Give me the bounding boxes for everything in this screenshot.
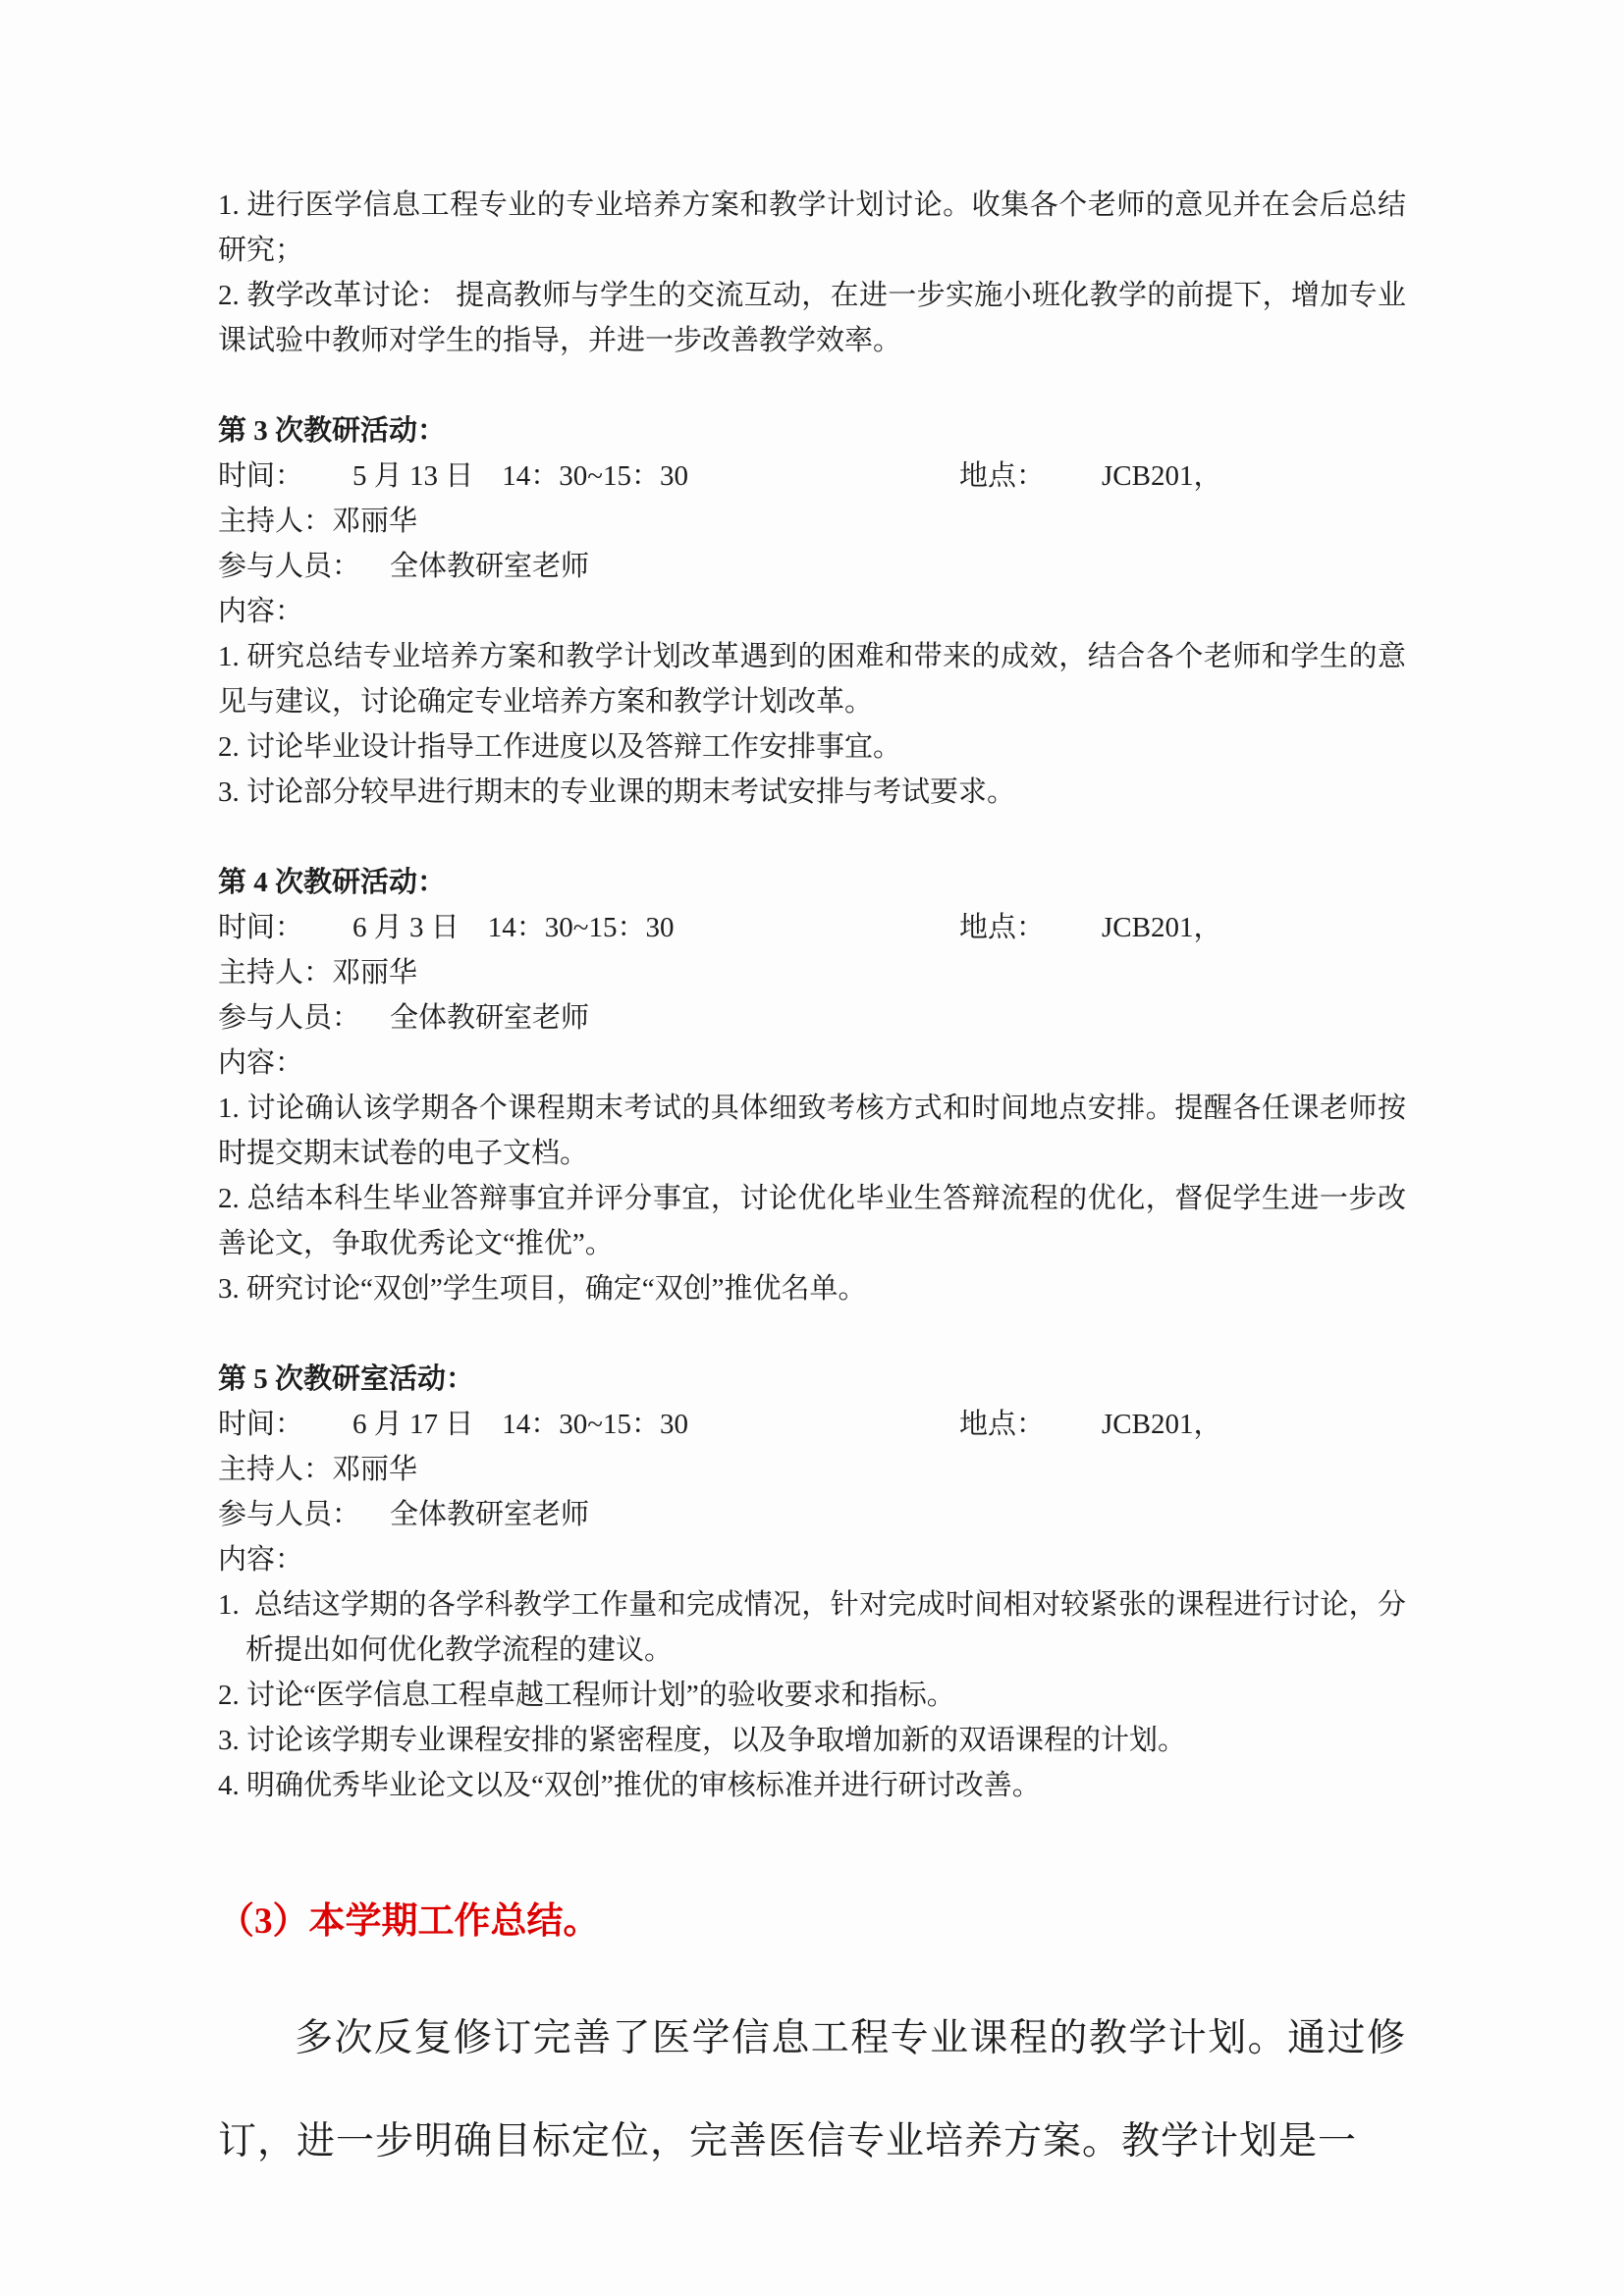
meeting-section-4 xyxy=(218,860,1406,1311)
meeting-4-place xyxy=(959,905,1222,950)
time-label: 时间： xyxy=(218,912,304,943)
place-label: 地点： xyxy=(959,460,1046,492)
meeting-5-host-row xyxy=(218,1447,1406,1492)
place-value: JCB201， xyxy=(1102,912,1222,943)
meeting-4-time-row xyxy=(218,905,1406,950)
participants-value: 全体教研室老师 xyxy=(390,1499,590,1530)
meeting-5-item-3: 3. 讨论该学期专业课程安排的紧密程度，以及争取增加新的双语课程的计划。 xyxy=(218,1725,1187,1756)
meeting-4-host-row xyxy=(218,950,1406,995)
meeting-3-participants-row xyxy=(218,544,1406,589)
meeting-3-title: 第 3 次教研活动： xyxy=(218,415,447,447)
host-label: 主持人： xyxy=(218,506,333,537)
time-value: 6 月 3 日 14：30~15：30 xyxy=(352,912,675,943)
meeting-5-participants-row xyxy=(218,1492,1406,1537)
meeting-4-title: 第 4 次教研活动： xyxy=(218,867,447,898)
place-label: 地点： xyxy=(959,912,1046,943)
participants-label: 参与人员： xyxy=(218,1499,361,1530)
meeting-5-item-2: 2. 讨论“医学信息工程卓越工程师计划”的验收要求和指标。 xyxy=(218,1680,955,1711)
host-value: 邓丽华 xyxy=(332,957,418,988)
content-label: 内容： xyxy=(218,1544,304,1575)
intro-item-2: 2. 教学改革讨论： 提高教师与学生的交流互动，在进一步实施小班化教学的前提下，增加专业课试验中教师对学生的指导，并进一步改善教学效率。 xyxy=(218,280,1406,356)
summary-heading: （3）本学期工作总结。 xyxy=(218,1901,600,1942)
meeting-5-time-row xyxy=(218,1402,1406,1447)
meeting-5-time xyxy=(218,1402,959,1447)
time-label: 时间： xyxy=(218,460,304,492)
meeting-3-time xyxy=(218,454,959,499)
host-label: 主持人： xyxy=(218,957,333,988)
content-label: 内容： xyxy=(218,596,304,627)
intro-list xyxy=(218,183,1406,363)
host-value: 邓丽华 xyxy=(332,506,418,537)
meeting-4-participants-row xyxy=(218,995,1406,1041)
intro-item-1: 1. 进行医学信息工程专业的专业培养方案和教学计划讨论。收集各个老师的意见并在会后总结研究； xyxy=(218,189,1406,266)
participants-value: 全体教研室老师 xyxy=(390,551,590,582)
meeting-3-item-2: 2. 讨论毕业设计指导工作进度以及答辩工作安排事宜。 xyxy=(218,731,902,763)
place-value: JCB201， xyxy=(1102,1409,1222,1440)
meeting-5-place xyxy=(959,1402,1222,1447)
meeting-4-item-2: 2. 总结本科生毕业答辩事宜并评分事宜，讨论优化毕业生答辩流程的优化，督促学生进一步改善论文，争取优秀论文“推优”。 xyxy=(218,1183,1406,1259)
time-label: 时间： xyxy=(218,1409,304,1440)
meeting-3-time-row xyxy=(218,454,1406,499)
participants-label: 参与人员： xyxy=(218,551,361,582)
meeting-section-3 xyxy=(218,408,1406,815)
meeting-5-item-4: 4. 明确优秀毕业论文以及“双创”推优的审核标准并进行研讨改善。 xyxy=(218,1770,1041,1801)
host-label: 主持人： xyxy=(218,1454,333,1485)
time-value: 6 月 17 日 14：30~15：30 xyxy=(352,1409,688,1440)
meeting-4-content-row xyxy=(218,1041,1406,1086)
meeting-3-content-row xyxy=(218,589,1406,634)
participants-label: 参与人员： xyxy=(218,1002,361,1034)
meeting-3-place xyxy=(959,454,1222,499)
time-value: 5 月 13 日 14：30~15：30 xyxy=(352,460,688,492)
meeting-5-item-1: 1. 总结这学期的各学科教学工作量和完成情况，针对完成时间相对较紧张的课程进行讨论，分析提出如何优化教学流程的建议。 xyxy=(218,1589,1406,1666)
content-label: 内容： xyxy=(218,1047,304,1079)
meeting-5-content-row xyxy=(218,1537,1406,1582)
meeting-section-5 xyxy=(218,1357,1406,1808)
meeting-4-time xyxy=(218,905,959,950)
meeting-3-item-3: 3. 讨论部分较早进行期末的专业课的期末考试安排与考试要求。 xyxy=(218,776,1016,808)
meeting-3-host-row xyxy=(218,499,1406,544)
place-label: 地点： xyxy=(959,1409,1046,1440)
host-value: 邓丽华 xyxy=(332,1454,418,1485)
meeting-5-title: 第 5 次教研室活动： xyxy=(218,1363,475,1395)
meeting-4-item-1: 1. 讨论确认该学期各个课程期末考试的具体细致考核方式和时间地点安排。提醒各任课老师按时提交期末试卷的电子文档。 xyxy=(218,1093,1406,1169)
summary-paragraph: 多次反复修订完善了医学信息工程专业课程的教学计划。通过修订，进一步明确目标定位，完善医信专业培养方案。教学计划是一 xyxy=(218,2017,1406,2163)
participants-value: 全体教研室老师 xyxy=(390,1002,590,1034)
summary-section xyxy=(218,1898,1406,2193)
meeting-3-item-1: 1. 研究总结专业培养方案和教学计划改革遇到的困难和带来的成效，结合各个老师和学生的意见与建议，讨论确定专业培养方案和教学计划改革。 xyxy=(218,641,1406,718)
meeting-4-item-3: 3. 研究讨论“双创”学生项目，确定“双创”推优名单。 xyxy=(218,1273,867,1305)
place-value: JCB201， xyxy=(1102,460,1222,492)
